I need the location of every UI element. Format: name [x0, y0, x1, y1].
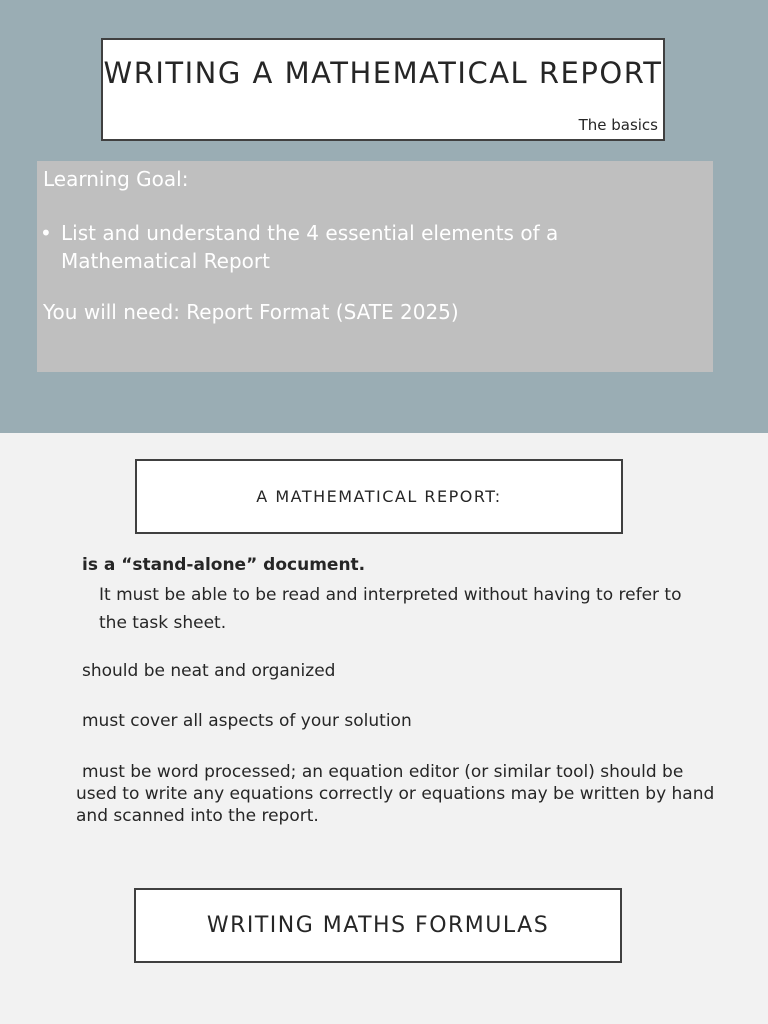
point-neat-text: should be neat and organized	[82, 661, 336, 681]
point-neat	[76, 661, 335, 681]
learning-goal-text: List and understand the 4 essential elements of a Mathematical Report	[61, 221, 559, 273]
slide-report-elements	[0, 433, 768, 1024]
point-stand-alone-detail: It must be able to be read and interpreted without having to refer to the task sheet.	[99, 585, 682, 633]
learning-goal-box	[37, 161, 713, 372]
materials-needed: You will need: Report Format (SATE 2025)	[43, 300, 459, 324]
bullet-icon: •	[40, 221, 52, 245]
formulas-heading: WRITING MATHS FORMULAS	[206, 913, 550, 938]
formulas-heading-box	[134, 888, 622, 963]
slide-title: WRITING A MATHEMATICAL REPORT	[103, 56, 663, 90]
report-heading-box	[135, 459, 623, 534]
point-word-processed-text: must be word processed; an equation editor (or similar tool) should be used to write any equations correctly or equations may be written by hand and scanned into the report.	[76, 762, 715, 826]
point-word-processed	[76, 761, 716, 827]
report-heading: A MATHEMATICAL REPORT:	[256, 487, 502, 506]
point-cover-aspects	[76, 711, 412, 731]
learning-goal-heading: Learning Goal:	[43, 167, 189, 191]
point-stand-alone-title: is a “stand-alone” document.	[82, 555, 366, 575]
point-stand-alone	[76, 555, 365, 575]
title-box	[101, 38, 665, 141]
slide-subtitle: The basics	[578, 116, 658, 134]
learning-goal-item	[40, 219, 661, 275]
slide-learning-goal	[0, 0, 768, 433]
point-cover-aspects-text: must cover all aspects of your solution	[82, 711, 412, 731]
